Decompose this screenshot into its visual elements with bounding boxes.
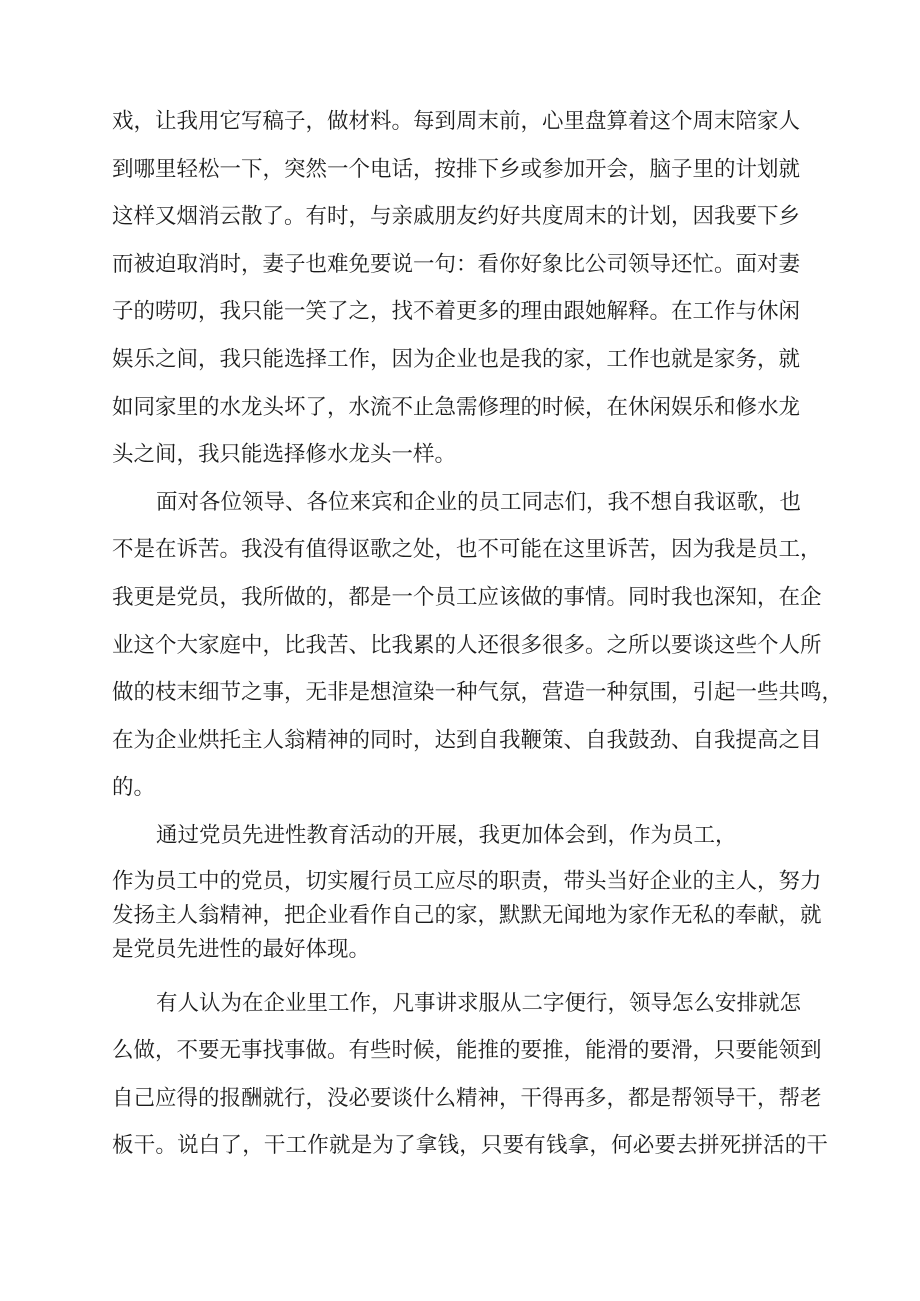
text-line: 头之间，我只能选择修水龙头一样。 xyxy=(112,442,457,468)
text-line: 娱乐之间，我只能选择工作，因为企业也是我的家，工作也就是家务，就 xyxy=(112,346,801,372)
text-line: 在为企业烘托主人翁精神的同时，达到自我鞭策、自我鼓劲、自我提高之目 xyxy=(112,727,822,753)
text-line: 是党员先进性的最好体现。 xyxy=(112,936,371,962)
text-line: 作为员工中的党员，切实履行员工应尽的职责，带头当好企业的主人，努力 xyxy=(112,868,822,894)
text-line: 通过党员先进性教育活动的开展，我更加体会到，作为员工， xyxy=(156,822,737,848)
paragraph-spacer xyxy=(112,967,795,980)
text-line: 有人认为在企业里工作，凡事讲求服从二字便行，领导怎么安排就怎 xyxy=(156,990,802,1016)
text-body xyxy=(112,98,844,1170)
text-line: 做的枝末细节之事，无非是想渲染一种气氛，营造一种氛围，引起一些共鸣， xyxy=(112,680,844,706)
paragraph xyxy=(112,98,801,479)
paragraph xyxy=(112,980,829,1170)
text-line: 么做，不要无事找事做。有些时候，能推的要推，能滑的要滑，只要能领到 xyxy=(112,1038,822,1064)
text-line: 自己应得的报酬就行，没必要谈什么精神，干得再多，都是帮领导干，帮老 xyxy=(112,1085,822,1111)
text-line: 到哪里轻松一下，突然一个电话，按排下乡或参加开会，脑子里的计划就 xyxy=(112,156,801,182)
text-line: 面对各位领导、各位来宾和企业的员工同志们，我不想自我讴歌，也 xyxy=(156,489,802,515)
text-line: 戏，让我用它写稿子，做材料。每到周末前，心里盘算着这个周末陪家人 xyxy=(112,109,801,134)
paragraph xyxy=(112,865,822,967)
text-line: 而被迫取消时，妻子也难免要说一句：看你好象比公司领导还忙。面对妻 xyxy=(112,251,801,277)
text-line: 的。 xyxy=(112,775,156,801)
text-line: 不是在诉苦。我没有值得讴歌之处，也不可能在这里诉苦，因为我是员工， xyxy=(112,537,822,563)
paragraph xyxy=(112,812,795,860)
text-line: 如同家里的水龙头坏了，水流不止急需修理的时候，在休闲娱乐和修水龙 xyxy=(112,394,801,420)
text-line: 板干。说白了，干工作就是为了拿钱，只要有钱拿，何必要去拼死拼活的干 xyxy=(112,1133,829,1159)
text-line: 发扬主人翁精神，把企业看作自己的家，默默无闻地为家作无私的奉献，就 xyxy=(112,902,822,928)
text-line: 业这个大家庭中，比我苦、比我累的人还很多很多。之所以要谈这些个人所 xyxy=(112,632,822,658)
paragraph xyxy=(112,479,844,812)
text-line: 子的唠叨，我只能一笑了之，找不着更多的理由跟她解释。在工作与休闲 xyxy=(112,299,801,325)
text-line: 我更是党员，我所做的，都是一个员工应该做的事情。同时我也深知，在企 xyxy=(112,584,822,610)
text-line: 这样又烟消云散了。有时，与亲戚朋友约好共度周末的计划，因我要下乡 xyxy=(112,204,801,230)
